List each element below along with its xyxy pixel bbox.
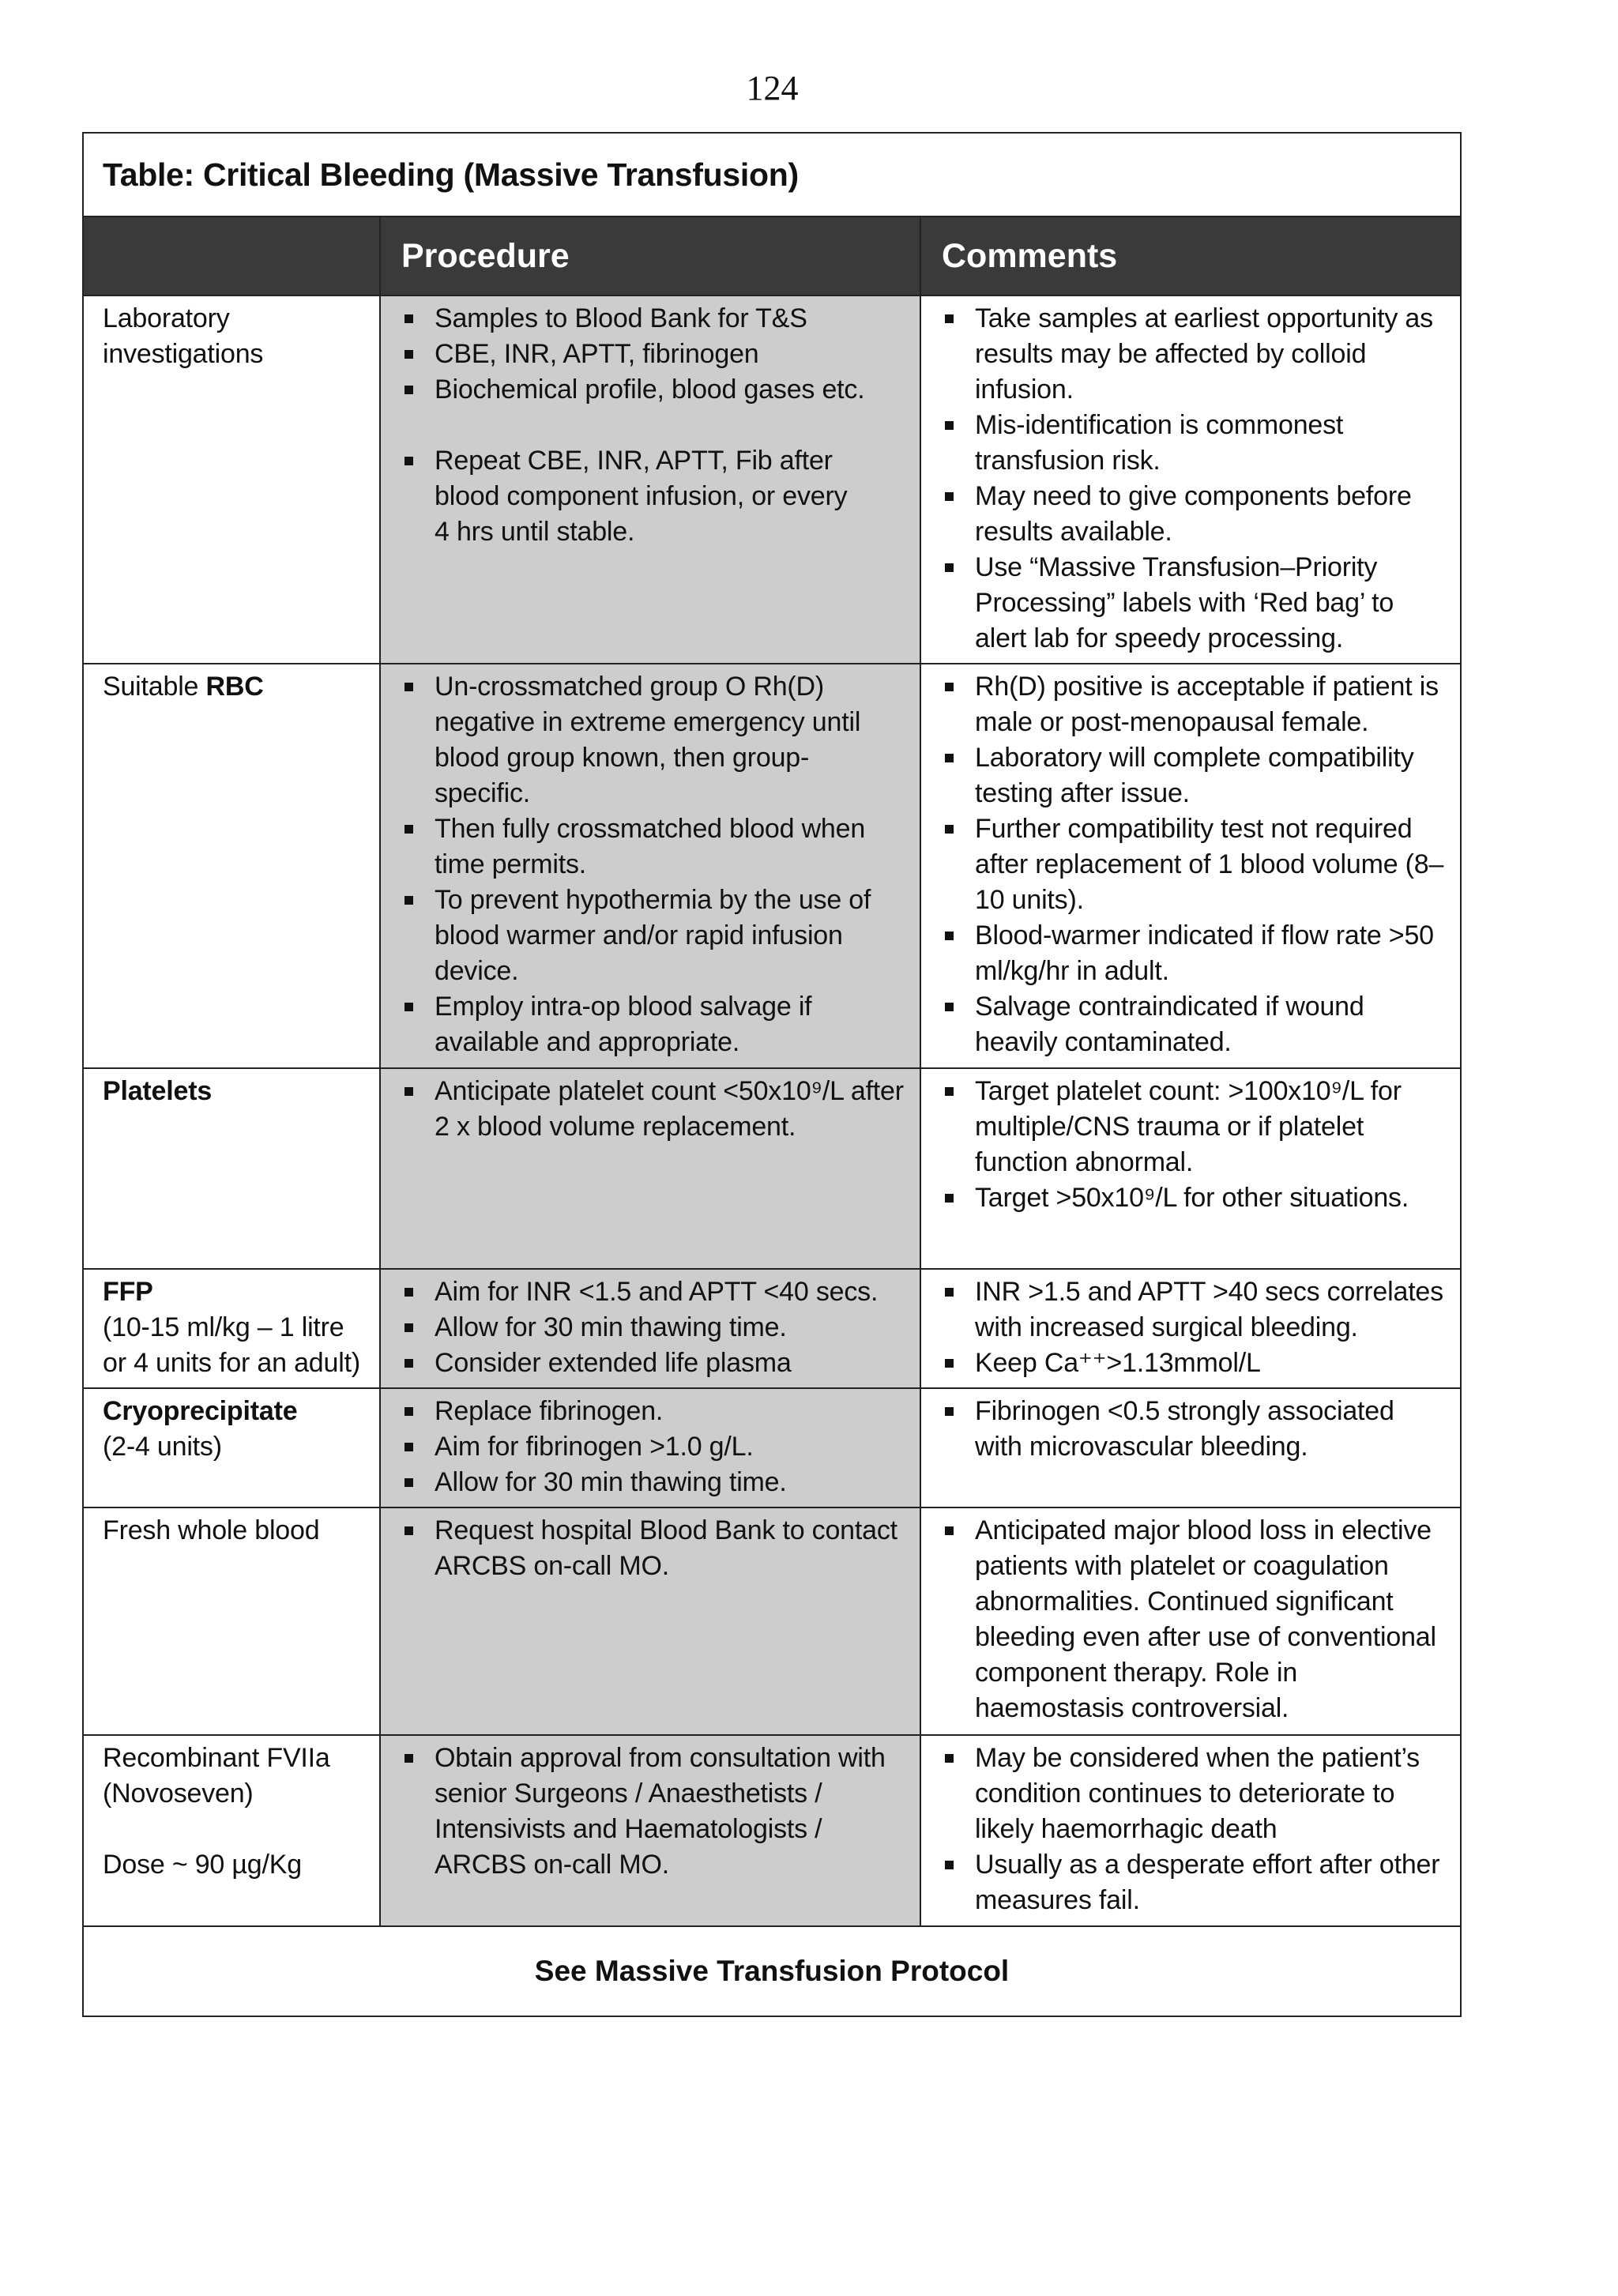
list-item: Replace fibrinogen. bbox=[401, 1394, 904, 1429]
row-label-main: Recombinant FVIIa (Novoseven) bbox=[103, 1743, 330, 1809]
comments-cell bbox=[920, 1269, 1461, 1388]
list-item: Un-crossmatched group O Rh(D) negative in extreme emergency until blood group known, then group-specific. bbox=[401, 669, 904, 811]
list-item: To prevent hypothermia by the use of blood warmer and/or rapid infusion device. bbox=[401, 883, 904, 989]
header-blank bbox=[83, 216, 380, 295]
procedure-cell bbox=[380, 1735, 920, 1926]
list-item: Biochemical profile, blood gases etc. bbox=[401, 372, 904, 408]
list-item: Anticipate platelet count <50x10⁹/L after 2 x blood volume replacement. bbox=[401, 1074, 904, 1145]
list-item: Fibrinogen <0.5 strongly associated with microvascular bleeding. bbox=[942, 1394, 1447, 1465]
list-item: Obtain approval from consultation with senior Surgeons / Anaesthetists / Intensivists and Haematologists / ARCBS on-call MO. bbox=[401, 1741, 904, 1883]
list-item: Salvage contraindicated if wound heavily contaminated. bbox=[942, 989, 1447, 1060]
critical-bleeding-table bbox=[82, 132, 1462, 2017]
row-label-dose: Dose ~ 90 µg/Kg bbox=[103, 1850, 302, 1880]
list-item: Usually as a desperate effort after other measures fail. bbox=[942, 1847, 1447, 1918]
procedure-cell bbox=[380, 664, 920, 1068]
list-item: INR >1.5 and APTT >40 secs correlates with increased surgical bleeding. bbox=[942, 1274, 1447, 1346]
list-item: Allow for 30 min thawing time. bbox=[401, 1310, 904, 1346]
comments-cell bbox=[920, 1507, 1461, 1735]
comments-cell bbox=[920, 1388, 1461, 1507]
row-label bbox=[83, 664, 380, 1068]
list-item: Allow for 30 min thawing time. bbox=[401, 1465, 904, 1500]
page-number: 124 bbox=[746, 69, 799, 107]
row-label: Laboratory investigations bbox=[83, 295, 380, 664]
list-item: Further compatibility test not required after replacement of 1 blood volume (8–10 units). bbox=[942, 811, 1447, 918]
list-item: Target >50x10⁹/L for other situations. bbox=[942, 1180, 1447, 1216]
list-item: Repeat CBE, INR, APTT, Fib after blood component infusion, or every 4 hrs until stable. bbox=[401, 443, 904, 550]
row-label-sub: (2-4 units) bbox=[103, 1432, 222, 1462]
list-item: Keep Ca⁺⁺>1.13mmol/L bbox=[942, 1346, 1447, 1381]
list-item: Mis-identification is commonest transfusion risk. bbox=[942, 408, 1447, 479]
list-item: Blood-warmer indicated if flow rate >50 ml/kg/hr in adult. bbox=[942, 918, 1447, 989]
comments-cell bbox=[920, 295, 1461, 664]
comments-cell bbox=[920, 1068, 1461, 1269]
list-item: Use “Massive Transfusion–Priority Processing” labels with ‘Red bag’ to alert lab for speedy processing. bbox=[942, 550, 1447, 657]
table-row bbox=[83, 664, 1461, 1068]
list-item: Aim for INR <1.5 and APTT <40 secs. bbox=[401, 1274, 904, 1310]
list-item: Anticipated major blood loss in elective patients with platelet or coagulation abnormalities. Continued significant bleeding even after use of conventional component therapy. Role in haemostasis controversial. bbox=[942, 1513, 1447, 1726]
header-comments: Comments bbox=[920, 216, 1461, 295]
table-row bbox=[83, 1507, 1461, 1735]
row-label bbox=[83, 1735, 380, 1926]
list-item: Rh(D) positive is acceptable if patient is male or post-menopausal female. bbox=[942, 669, 1447, 740]
list-item: Laboratory will complete compatibility testing after issue. bbox=[942, 740, 1447, 811]
comments-cell bbox=[920, 1735, 1461, 1926]
list-item: May need to give components before results available. bbox=[942, 479, 1447, 550]
header-procedure: Procedure bbox=[380, 216, 920, 295]
row-label bbox=[83, 1388, 380, 1507]
row-label-prefix: Suitable bbox=[103, 672, 206, 702]
row-label-bold: Cryoprecipitate bbox=[103, 1396, 298, 1426]
comments-cell bbox=[920, 664, 1461, 1068]
table-row bbox=[83, 295, 1461, 664]
table-row bbox=[83, 1388, 1461, 1507]
procedure-cell bbox=[380, 1068, 920, 1269]
table-row bbox=[83, 1068, 1461, 1269]
list-item: Request hospital Blood Bank to contact ARCBS on-call MO. bbox=[401, 1513, 904, 1584]
list-item: Then fully crossmatched blood when time permits. bbox=[401, 811, 904, 883]
list-item: Aim for fibrinogen >1.0 g/L. bbox=[401, 1429, 904, 1465]
procedure-cell bbox=[380, 1269, 920, 1388]
row-label-bold: RBC bbox=[205, 672, 264, 702]
list-item: Samples to Blood Bank for T&S bbox=[401, 301, 904, 337]
row-label-bold: FFP bbox=[103, 1277, 153, 1307]
row-label-bold: Platelets bbox=[103, 1076, 213, 1106]
list-item: Take samples at earliest opportunity as results may be affected by colloid infusion. bbox=[942, 301, 1447, 408]
table-footer: See Massive Transfusion Protocol bbox=[83, 1926, 1461, 2016]
table-title: Table: Critical Bleeding (Massive Transfusion) bbox=[83, 133, 1461, 216]
list-item: CBE, INR, APTT, fibrinogen bbox=[401, 337, 904, 372]
list-item: Consider extended life plasma bbox=[401, 1346, 904, 1381]
procedure-cell bbox=[380, 295, 920, 664]
row-label-sub: (10-15 ml/kg – 1 litre or 4 units for an adult) bbox=[103, 1312, 360, 1378]
table-header-row bbox=[83, 216, 1461, 295]
row-label bbox=[83, 1269, 380, 1388]
procedure-cell bbox=[380, 1507, 920, 1735]
procedure-cell bbox=[380, 1388, 920, 1507]
list-item: Employ intra-op blood salvage if available and appropriate. bbox=[401, 989, 904, 1060]
row-label bbox=[83, 1068, 380, 1269]
list-item: May be considered when the patient’s condition continues to deteriorate to likely haemorrhagic death bbox=[942, 1741, 1447, 1847]
row-label: Fresh whole blood bbox=[83, 1507, 380, 1735]
table-row bbox=[83, 1269, 1461, 1388]
table-row bbox=[83, 1735, 1461, 1926]
list-item: Target platelet count: >100x10⁹/L for multiple/CNS trauma or if platelet function abnormal. bbox=[942, 1074, 1447, 1180]
